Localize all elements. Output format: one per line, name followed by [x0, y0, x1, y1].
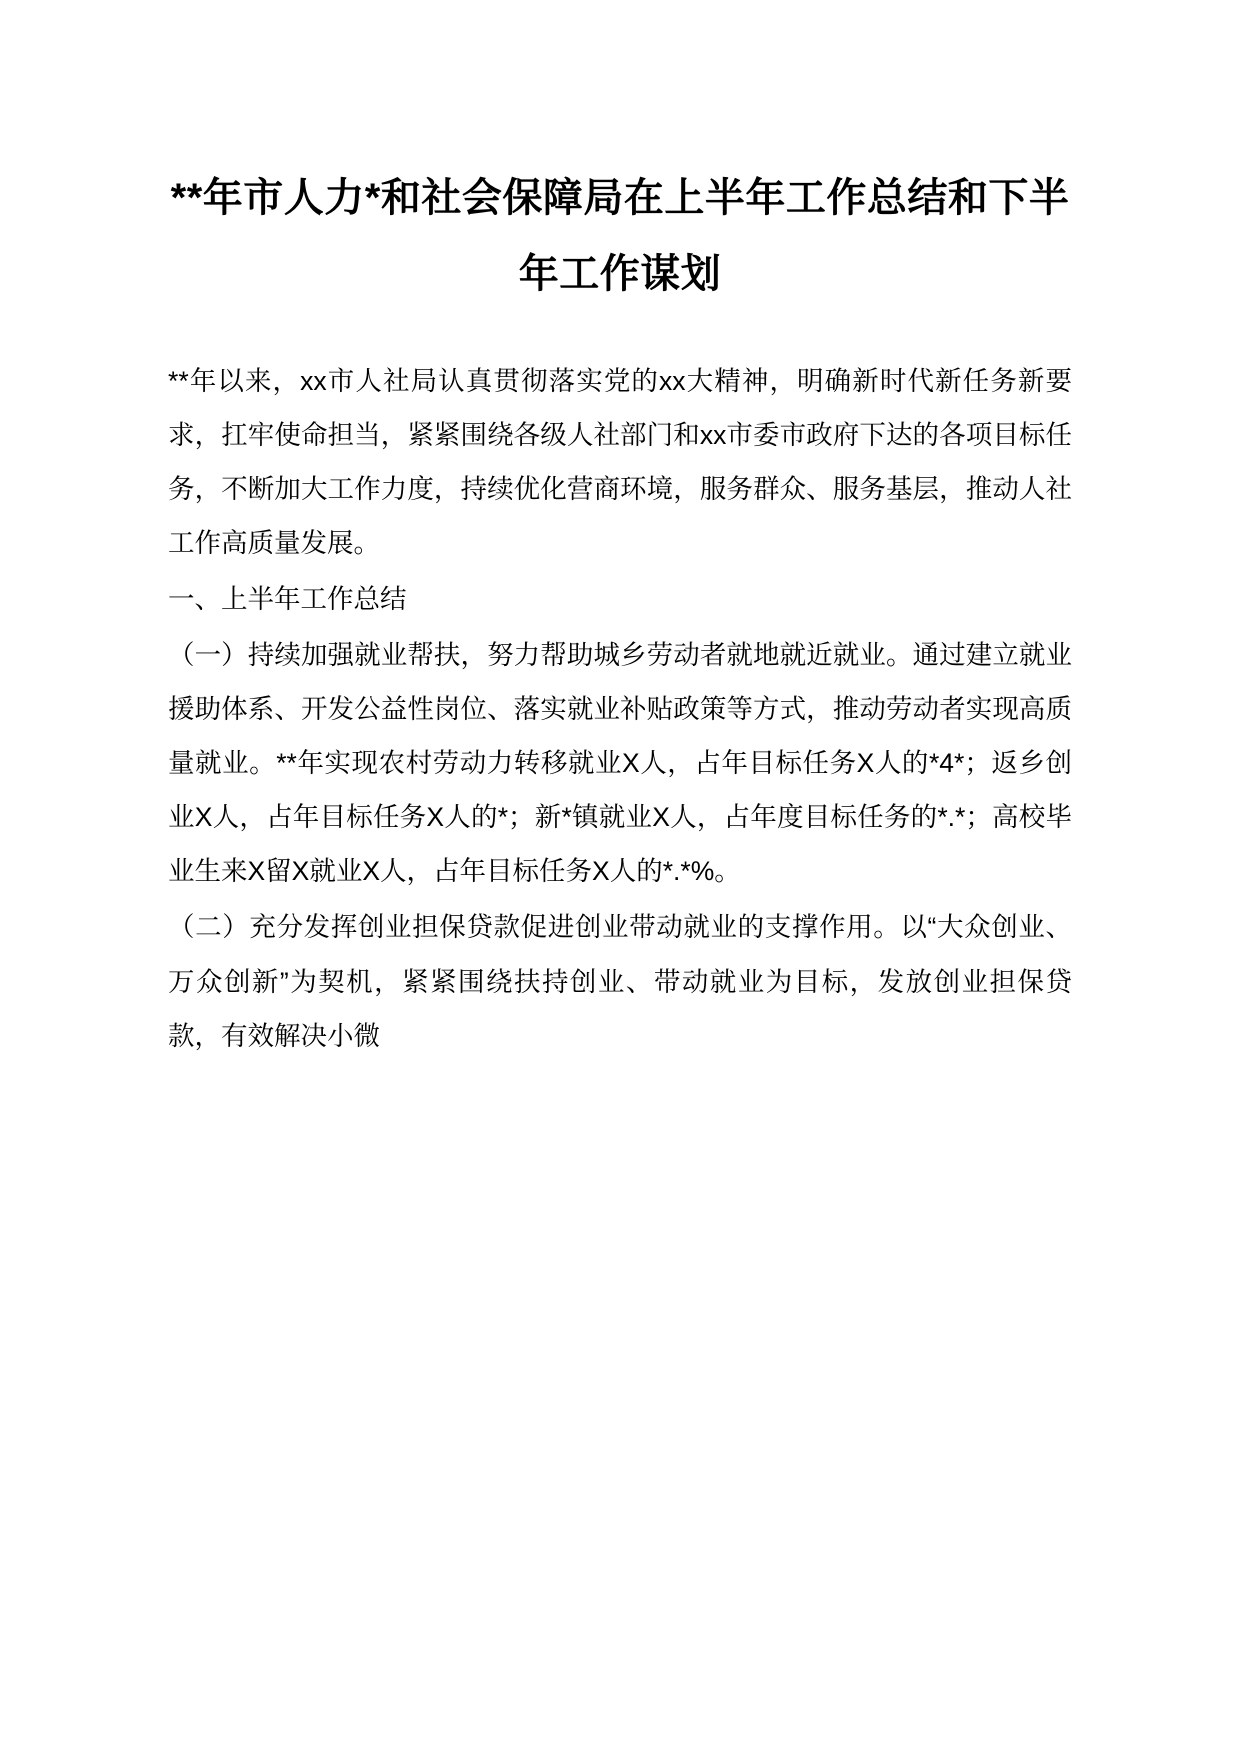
document-body: [168, 354, 1072, 1063]
heading-section-one: 一、上半年工作总结: [168, 584, 407, 615]
paragraph-item-one: （一）持续加强就业帮扶，努力帮助城乡劳动者就地就近就业。通过建立就业援助体系、开发公益性岗位、落实就业补贴政策等方式，推动劳动者实现高质量就业。**年实现农村劳动力转移就业X人，占年目标任务X人的*4*；返乡创业X人，占年目标任务X人的*；新*镇就业X人，占年度目标任务的*.*；高校毕业生来X留X就业X人，占年目标任务X人的*.*%。: [168, 640, 1072, 887]
document-title: **年市人力*和社会保障局在上半年工作总结和下半年工作谋划: [170, 176, 1070, 296]
paragraph-intro: **年以来，xx市人社局认真贯彻落实党的xx大精神，明确新时代新任务新要求，扛牢使命担当，紧紧围绕各级人社部门和xx市委市政府下达的各项目标任务，不断加大工作力度，持续优化营商环境，服务群众、服务基层，推动人社工作高质量发展。: [168, 366, 1072, 559]
paragraph-item-two: （二）充分发挥创业担保贷款促进创业带动就业的支撑作用。以“大众创业、万众创新”为契机，紧紧围绕扶持创业、带动就业为目标，发放创业担保贷款，有效解决小微: [168, 912, 1072, 1051]
